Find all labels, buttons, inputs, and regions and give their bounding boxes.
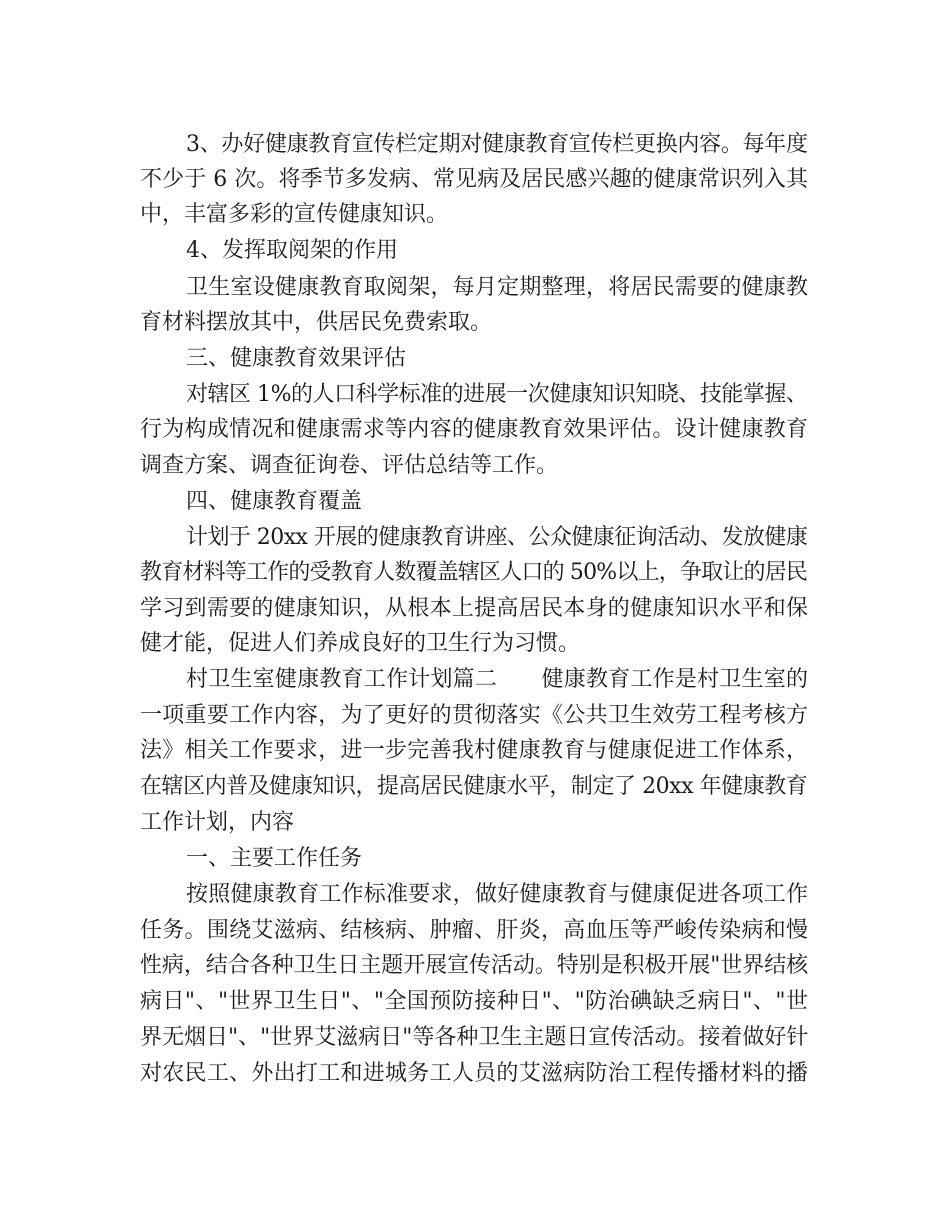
text-line: 性病，结合各种卫生日主题开展宣传活动。特别是积极开展"世界结核 [140,953,809,978]
section-heading: 一、主要工作任务 [186,846,363,871]
section-heading: 四、健康教育覆盖 [186,489,363,514]
text-line: 法》相关工作要求，进一步完善我村健康教育与健康促进工作体系， [140,738,809,763]
text-line: 病日"、"世界卫生日"、"全国预防接种日"、"防治碘缺乏病日"、"世 [140,989,809,1014]
text-line: 不少于 6 次。将季节多发病、常见病及居民感兴趣的健康常识列入其 [140,167,809,192]
section-heading: 三、健康教育效果评估 [186,346,407,371]
text-line: 界无烟日"、"世界艾滋病日"等各种卫生主题日宣传活动。接着做好针 [140,1025,809,1050]
text-line: 工作计划，内容 [140,810,295,835]
text-line: 行为构成情况和健康需求等内容的健康教育效果评估。设计健康教育 [140,417,809,442]
text-line: 中，丰富多彩的宣传健康知识。 [140,202,449,227]
text-line: 村卫生室健康教育工作计划篇二 健康教育工作是村卫生室的 [186,667,809,692]
text-line: 调查方案、调查征询卷、评估总结等工作。 [140,453,559,478]
text-line: 任务。围绕艾滋病、结核病、肿瘤、肝炎，高血压等严峻传染病和慢 [140,918,809,943]
text-line: 卫生室设健康教育取阅架，每月定期整理，将居民需要的健康教 [186,275,809,300]
text-line: 教育材料等工作的受教育人数覆盖辖区人口的 50%以上，争取让的居民 [140,560,808,585]
text-line: 对农民工、外出打工和进城务工人员的艾滋病防治工程传播材料的播 [140,1061,809,1086]
text-line: 育材料摆放其中，供居民免费索取。 [140,310,493,335]
text-line: 在辖区内普及健康知识，提高居民健康水平，制定了 20xx 年健康教育 [140,774,808,799]
text-line: 一项重要工作内容，为了更好的贯彻落实《公共卫生效劳工程考核方 [140,703,809,728]
text-line: 健才能，促进人们养成良好的卫生行为习惯。 [140,631,581,656]
text-line: 学习到需要的健康知识，从根本上提高居民本身的健康知识水平和保 [140,596,809,621]
text-line: 对辖区 1%的人口科学标准的进展一次健康知识知晓、技能掌握、 [186,382,808,407]
section-heading: 4、发挥取阅架的作用 [186,238,398,263]
text-line: 3、办好健康教育宣传栏定期对健康教育宣传栏更换内容。每年度 [186,132,808,157]
text-line: 计划于 20xx 开展的健康教育讲座、公众健康征询活动、发放健康 [186,525,808,550]
text-line: 按照健康教育工作标准要求，做好健康教育与健康促进各项工作 [186,882,809,907]
